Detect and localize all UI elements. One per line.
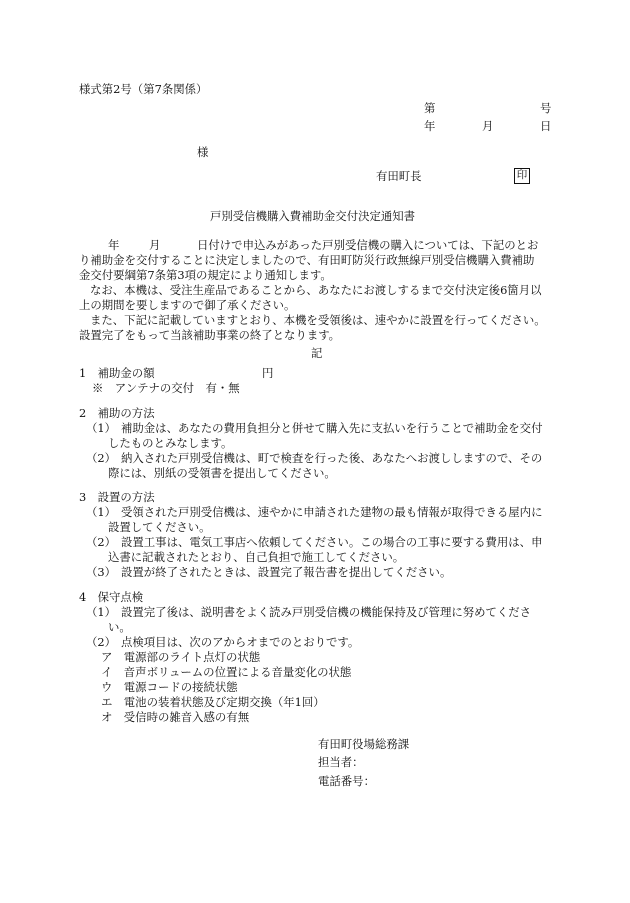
check-item-o: オ 受信時の雑音入感の有無 [101,710,250,724]
date-day: 日 [540,119,552,133]
contact-phone: 電話番号： [318,774,375,788]
date-month: 月 [482,119,494,133]
seal-stamp: 印 [514,168,530,184]
contact-person: 担当者： [318,755,364,769]
s3-item1-line1: 受領された戸別受信機は、速やかに申請された建物の最も情報が取得できる屋内に [121,505,543,519]
s3-item3-line1: 設置が終了されたときは、設置完了報告書を提出してください。 [121,565,452,579]
s4-item1-line2: い。 [108,620,131,634]
document-title: 戸別受信機購入費補助金交付決定通知書 [210,209,416,223]
intro-line-1: 日付けで申込みがあった戸別受信機の購入については、下記のとお [197,238,539,252]
s2-heading: 2 補助の方法 [79,406,155,420]
addressee-suffix: 様 [197,145,209,159]
intro-line-3: 金交付要綱第7条第3項の規定により通知します。 [79,268,332,282]
issuer-name: 有田町長 [376,169,422,183]
check-item-u: ウ 電源コードの接続状態 [101,680,238,694]
s3-item2-num: （2） [86,535,117,549]
s1-yen: 円 [262,366,274,380]
s4-item2-line1: 点検項目は、次のアからオまでのとおりです。 [121,635,360,649]
s3-item1-line2: 設置してください。 [108,520,211,534]
ki-marker: 記 [311,346,323,360]
s4-item2-num: （2） [86,635,117,649]
intro-year: 年 [108,238,120,252]
s2-item1-line2: したものとみなします。 [108,436,233,450]
check-item-i: イ 音声ボリュームの位置による音量変化の状態 [101,665,352,679]
s4-heading: 4 保守点検 [79,590,144,604]
s3-item2-line2: 込書に記載されたとおり、自己負担で施工してください。 [108,550,405,564]
s2-item2-num: （2） [86,451,117,465]
s4-item1-num: （1） [86,605,117,619]
s3-item1-num: （1） [86,505,117,519]
intro-line-2: り補助金を交付することに決定しましたので、有田町防災行政無線戸別受信機購入費補助 [79,253,535,267]
s3-heading: 3 設置の方法 [79,490,155,504]
number-suffix: 号 [540,101,552,115]
contact-dept: 有田町役場総務課 [318,737,410,751]
date-year: 年 [424,119,436,133]
intro-line-4: なお、本機は、受注生産品であることから、あなたにお渡しするまで交付決定後6箇月以 [90,283,542,297]
intro-line-5: 上の期間を要しますので御了承ください。 [79,298,296,312]
s3-item3-num: （3） [86,565,117,579]
s1-antenna: ※ アンテナの交付 有・無 [92,381,240,395]
s2-item2-line1: 納入された戸別受信機は、町で検査を行った後、あなたへお渡ししますので、その [121,451,543,465]
number-prefix: 第 [424,101,436,115]
form-label: 様式第2号（第7条関係） [79,82,208,96]
intro-line-7: 設置完了をもって当該補助事業の終了となります。 [79,328,341,342]
s2-item1-num: （1） [86,421,117,435]
intro-month: 月 [149,238,161,252]
s1-heading: 1 補助金の額 [79,366,155,380]
check-item-a: ア 電源部のライト点灯の状態 [101,650,261,664]
s3-item2-line1: 設置工事は、電気工事店へ依頼してください。この場合の工事に要する費用は、申 [121,535,543,549]
s4-item1-line1: 設置完了後は、説明書をよく読み戸別受信機の機能保持及び管理に努めてくださ [121,605,532,619]
s2-item2-line2: 際には、別紙の受領書を提出してください。 [108,466,336,480]
s2-item1-line1: 補助金は、あなたの費用負担分と併せて購入先に支払いを行うことで補助金を交付 [121,421,543,435]
intro-line-6: また、下記に記載していますとおり、本機を受領後は、速やかに設置を行ってください。 [90,313,546,327]
check-item-e: エ 電池の装着状態及び定期交換（年1回） [101,695,325,709]
